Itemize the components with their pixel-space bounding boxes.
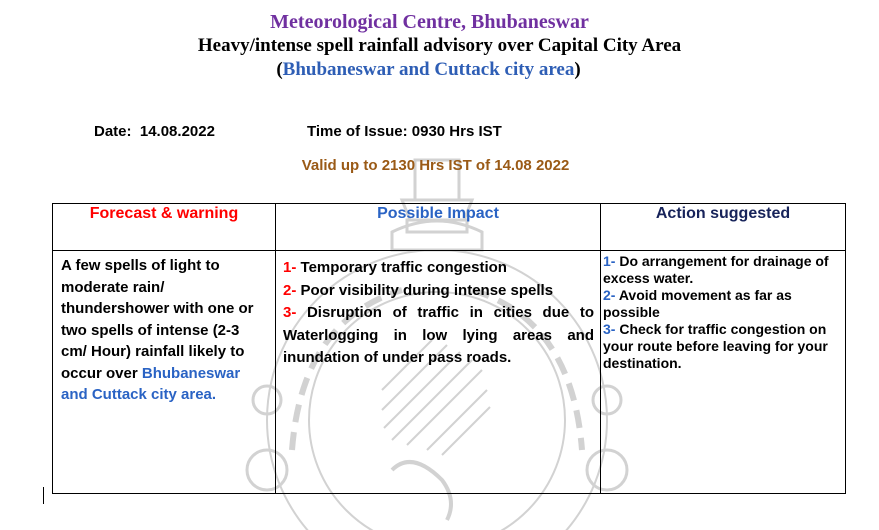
impact-cell xyxy=(276,251,601,494)
date-label: Date: xyxy=(94,123,132,140)
forecast-area: Bhubaneswar and Cuttack city area. xyxy=(61,364,241,403)
action-item: 3- Check for traffic congestion on your route before leaving for your destination. xyxy=(603,321,828,371)
forecast-text: A few spells of light to moderate rain/ thundershower with one or two spells of intense (2-3 cm/ Hour) rainfall likely to occur over xyxy=(61,257,254,382)
org-title: Meteorological Centre, Bhubaneswar xyxy=(270,11,589,33)
advisory-subtitle: (Bhubaneswar and Cuttack city area) xyxy=(276,59,581,80)
date-value: 14.08.2022 xyxy=(139,123,215,140)
issue-time xyxy=(307,123,502,140)
action-item: 2- Avoid movement as far as possible xyxy=(603,287,792,320)
table-row xyxy=(53,251,846,494)
advisory-table xyxy=(52,203,846,494)
header-forecast: Forecast & warning xyxy=(53,204,276,251)
advisory-title: Heavy/intense spell rainfall advisory over Capital City Area xyxy=(197,35,682,56)
forecast-cell xyxy=(53,251,276,494)
issue-label: Time of Issue: xyxy=(307,123,408,140)
text-cursor xyxy=(43,487,44,504)
impact-item: 2- Poor visibility during intense spells xyxy=(283,281,554,299)
impact-item: 1- Temporary traffic congestion xyxy=(283,259,507,276)
impact-item: 3- Disruption of traffic in cities due to Waterlogging in low lying areas and inundation of under pass roads. xyxy=(283,304,595,366)
header-impact: Possible Impact xyxy=(276,204,601,251)
valid-until: Valid up to 2130 Hrs IST of 14.08 2022 xyxy=(301,157,570,174)
action-item: 1- Do arrangement for drainage of excess water. xyxy=(603,253,829,286)
issue-date xyxy=(94,123,215,140)
table-header-row xyxy=(53,204,846,251)
action-cell xyxy=(601,251,846,494)
advisory-header xyxy=(0,10,879,82)
header-action: Action suggested xyxy=(601,204,846,251)
issue-value: 0930 Hrs IST xyxy=(411,123,502,140)
subtitle-area: Bhubaneswar and Cuttack city area xyxy=(282,59,575,80)
